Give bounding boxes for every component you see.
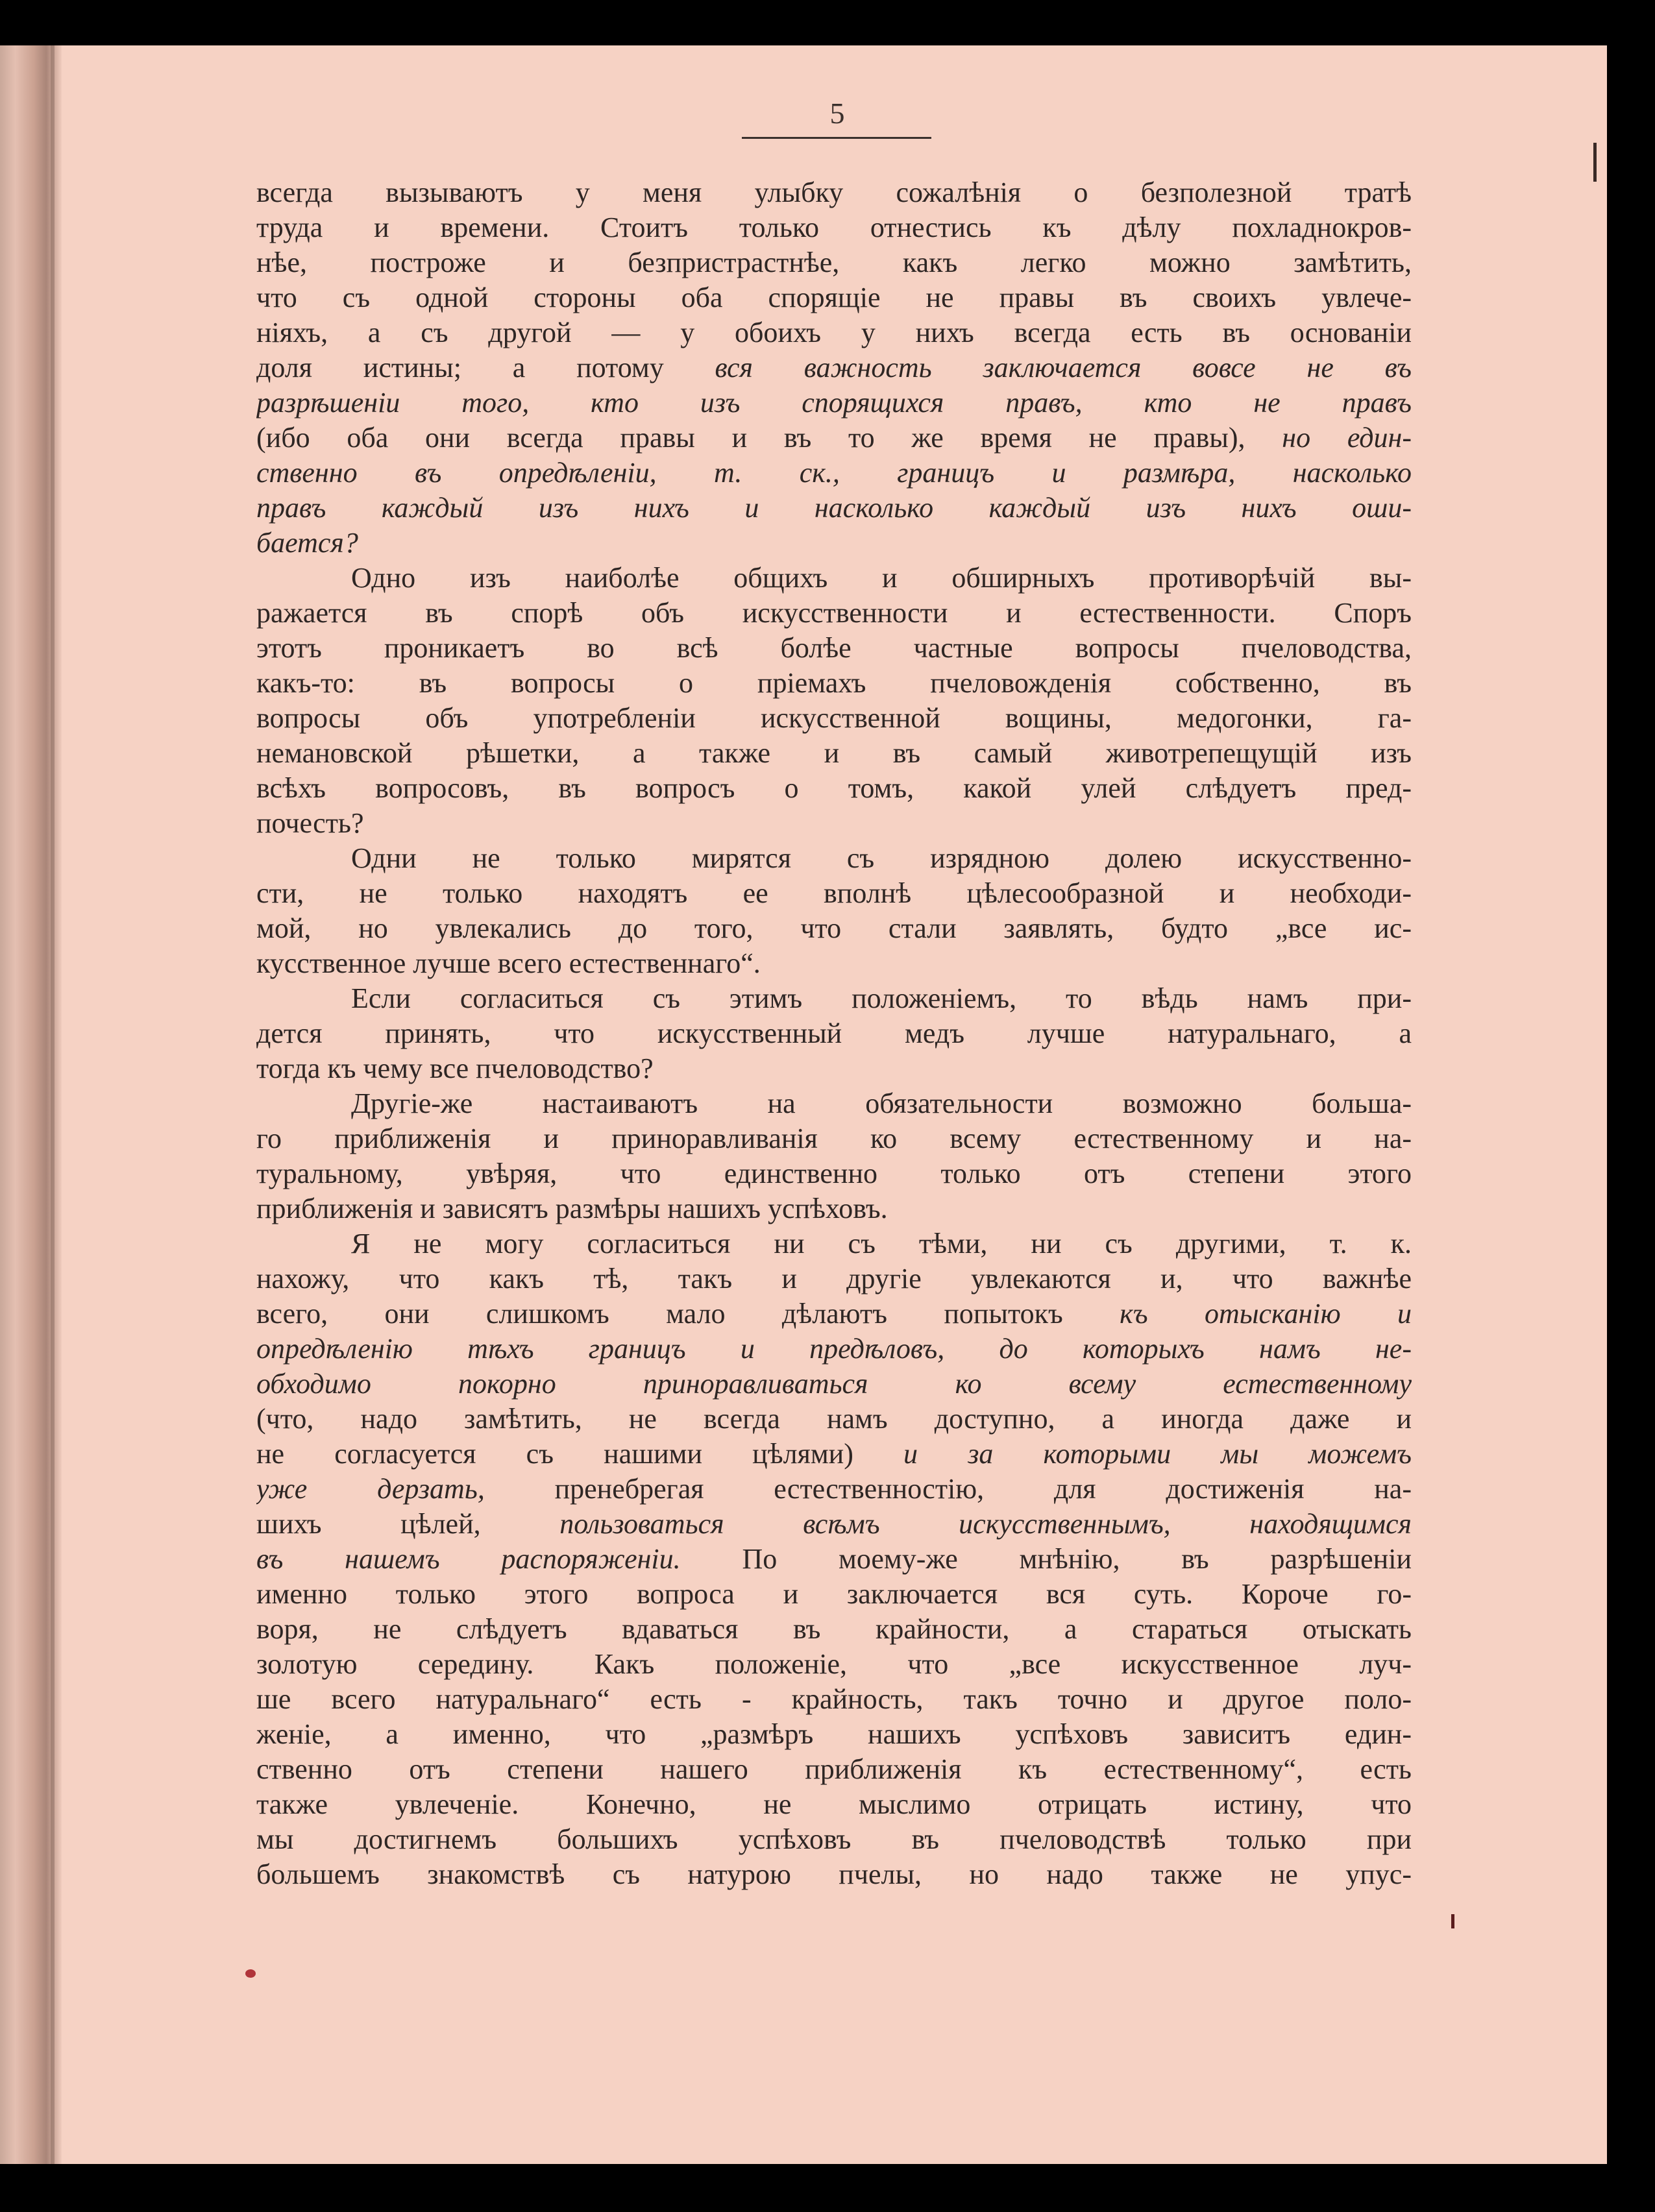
text-line [256, 456, 1412, 491]
text-line [256, 1121, 1412, 1156]
text-line [256, 876, 1412, 911]
text-line [256, 1016, 1412, 1051]
text-run: не согласуется съ нашими цѣлями) [256, 1438, 904, 1470]
text-line [256, 350, 1412, 385]
text-run: доля истины; а потому [256, 352, 715, 383]
text-run: Другіе-же настаиваютъ на обязательности возможно больша- [351, 1088, 1412, 1119]
text-line [256, 1472, 1412, 1507]
text-run: тогда къ чему все пчеловодство? [256, 1052, 654, 1084]
text-line [256, 1752, 1412, 1787]
text-line [256, 210, 1412, 245]
text-line [256, 1367, 1412, 1402]
text-run: ственно отъ степени нашего приближенія къ естественному“, есть [256, 1753, 1412, 1785]
text-line [256, 526, 1412, 561]
italic-text-run: уже дерзать, [256, 1473, 555, 1505]
italic-text-run: вся важность заключается вовсе не въ [715, 352, 1412, 383]
text-line [256, 280, 1412, 315]
text-run: воря, не слѣдуетъ вдаваться въ крайности, а стараться отыскать [256, 1613, 1412, 1645]
ink-stain [245, 1969, 256, 1978]
text-line [256, 1857, 1412, 1892]
text-run: женіе, а именно, что „размѣръ нашихъ успѣховъ зависитъ един- [256, 1718, 1412, 1750]
text-run: Я не могу согласиться ни съ тѣми, ни съ другими, т. к. [351, 1228, 1412, 1259]
text-line [256, 736, 1412, 771]
text-run: Одни не только мирятся съ изрядною долею искусственно- [351, 842, 1412, 874]
text-line [256, 666, 1412, 701]
edge-mark [1593, 143, 1597, 182]
text-line [256, 806, 1412, 841]
text-run: труда и времени. Стоитъ только отнестись къ дѣлу похладнокров- [256, 212, 1412, 243]
text-run: ше всего натуральнаго“ есть - крайность, такъ точно и другое поло- [256, 1683, 1412, 1715]
text-line [256, 491, 1412, 526]
text-line [256, 1682, 1412, 1717]
text-line [256, 420, 1412, 456]
page-number-rule [742, 137, 931, 139]
text-line [256, 315, 1412, 350]
text-run: кусственное лучше всего естественнаго“. [256, 947, 761, 979]
text-line [256, 1717, 1412, 1752]
text-line [256, 1787, 1412, 1822]
text-run: всегда вызываютъ у меня улыбку сожалѣнія о безполезной тратѣ [256, 176, 1412, 208]
italic-text-run: въ нашемъ распоряженіи. [256, 1543, 742, 1575]
text-line [256, 1612, 1412, 1647]
text-line [256, 385, 1412, 420]
margin-mark [1451, 1914, 1454, 1928]
text-line [256, 1261, 1412, 1296]
italic-text-run: но един- [1282, 422, 1412, 454]
spine-fold [51, 45, 55, 2164]
text-line [256, 1051, 1412, 1086]
text-line [256, 911, 1412, 946]
text-run: всѣхъ вопросовъ, въ вопросъ о томъ, какой улей слѣдуетъ пред- [256, 772, 1412, 804]
text-line [256, 1331, 1412, 1367]
text-run: приближенія и зависятъ размѣры нашихъ успѣховъ. [256, 1193, 888, 1224]
text-run: что съ одной стороны оба спорящіе не правы въ своихъ увлече- [256, 282, 1412, 313]
text-line [256, 1086, 1412, 1121]
text-line [256, 245, 1412, 280]
text-run: По моему-же мнѣнію, въ разрѣшеніи [742, 1543, 1412, 1575]
text-run: нѣе, построже и безпристрастнѣе, какъ легко можно замѣтить, [256, 247, 1412, 278]
italic-text-run: разрѣшеніи того, кто изъ спорящихся правъ, кто не правъ [256, 387, 1412, 419]
body-text [256, 175, 1412, 1892]
text-line [256, 841, 1412, 876]
italic-text-run: правъ каждый изъ нихъ и насколько каждый изъ нихъ оши- [256, 492, 1412, 524]
text-line [256, 946, 1412, 981]
text-line [256, 596, 1412, 631]
text-run: именно только этого вопроса и заключается вся суть. Короче го- [256, 1578, 1412, 1610]
text-run: этотъ проникаетъ во всѣ болѣе частные вопросы пчеловодства, [256, 632, 1412, 664]
text-line [256, 1226, 1412, 1261]
text-run: ніяхъ, а съ другой — у обоихъ у нихъ всегда есть въ основаніи [256, 317, 1412, 348]
text-line [256, 1296, 1412, 1331]
text-run: Одно изъ наиболѣе общихъ и обширныхъ противорѣчій вы- [351, 562, 1412, 594]
text-run: какъ-то: въ вопросы о пріемахъ пчеловожденія собственно, въ [256, 667, 1412, 699]
text-run: го приближенія и приноравливанія ко всему естественному и на- [256, 1123, 1412, 1154]
text-run: также увлеченіе. Конечно, не мыслимо отрицать истину, что [256, 1788, 1412, 1820]
italic-text-run: ственно въ опредѣленіи, т. ск., границъ и размѣра, насколько [256, 457, 1412, 489]
text-line [256, 771, 1412, 806]
text-line [256, 701, 1412, 736]
text-line [256, 1156, 1412, 1191]
text-line [256, 1542, 1412, 1577]
text-line [256, 1647, 1412, 1682]
italic-text-run: пользоваться всѣмъ искусственнымъ, находящимся [559, 1508, 1412, 1540]
text-line [256, 1822, 1412, 1857]
text-run: золотую середину. Какъ положеніе, что „все искусственное луч- [256, 1648, 1412, 1680]
text-run: (ибо оба они всегда правы и въ то же время не правы), [256, 422, 1282, 454]
text-run: большемъ знакомствѣ съ натурою пчелы, но надо также не упус- [256, 1858, 1412, 1890]
text-run: мой, но увлекались до того, что стали заявлять, будто „все ис- [256, 912, 1412, 944]
text-line [256, 561, 1412, 596]
text-run: всего, они слишкомъ мало дѣлаютъ попытокъ [256, 1298, 1120, 1330]
italic-text-run: обходимо покорно приноравливаться ко всему естественному [256, 1368, 1412, 1400]
text-run: вопросы объ употребленіи искусственной вощины, медогонки, га- [256, 702, 1412, 734]
text-run: шихъ цѣлей, [256, 1508, 560, 1540]
text-line [256, 175, 1412, 210]
text-line [256, 1577, 1412, 1612]
text-line [256, 981, 1412, 1016]
text-run: туральному, увѣряя, что единственно только отъ степени этого [256, 1158, 1412, 1189]
text-run: (что, надо замѣтить, не всегда намъ доступно, а иногда даже и [256, 1403, 1412, 1435]
text-run: почесть? [256, 807, 364, 839]
text-run: нахожу, что какъ тѣ, такъ и другіе увлекаются и, что важнѣе [256, 1263, 1412, 1294]
italic-text-run: бается? [256, 527, 358, 559]
text-line [256, 1437, 1412, 1472]
text-line [256, 1191, 1412, 1226]
text-run: Если согласиться съ этимъ положеніемъ, то вѣдь намъ при- [351, 982, 1412, 1014]
text-run: пренебрегая естественностію, для достиженія на- [554, 1473, 1412, 1505]
italic-text-run: и за которыми мы можемъ [903, 1438, 1412, 1470]
text-run: мы достигнемъ большихъ успѣховъ въ пчеловодствѣ только при [256, 1823, 1412, 1855]
text-line [256, 631, 1412, 666]
text-run: дется принять, что искусственный медъ лучше натуральнаго, а [256, 1017, 1412, 1049]
page-number: 5 [829, 97, 845, 130]
text-run: ражается въ спорѣ объ искусственности и естественности. Споръ [256, 597, 1412, 629]
italic-text-run: къ отысканію и [1120, 1298, 1412, 1330]
text-run: немановской рѣшетки, а также и въ самый животрепещущій изъ [256, 737, 1412, 769]
italic-text-run: опредѣленію тѣхъ границъ и предѣловъ, до которыхъ намъ не- [256, 1333, 1412, 1365]
text-line [256, 1402, 1412, 1437]
text-run: сти, не только находятъ ее вполнѣ цѣлесообразной и необходи- [256, 877, 1412, 909]
text-line [256, 1507, 1412, 1542]
